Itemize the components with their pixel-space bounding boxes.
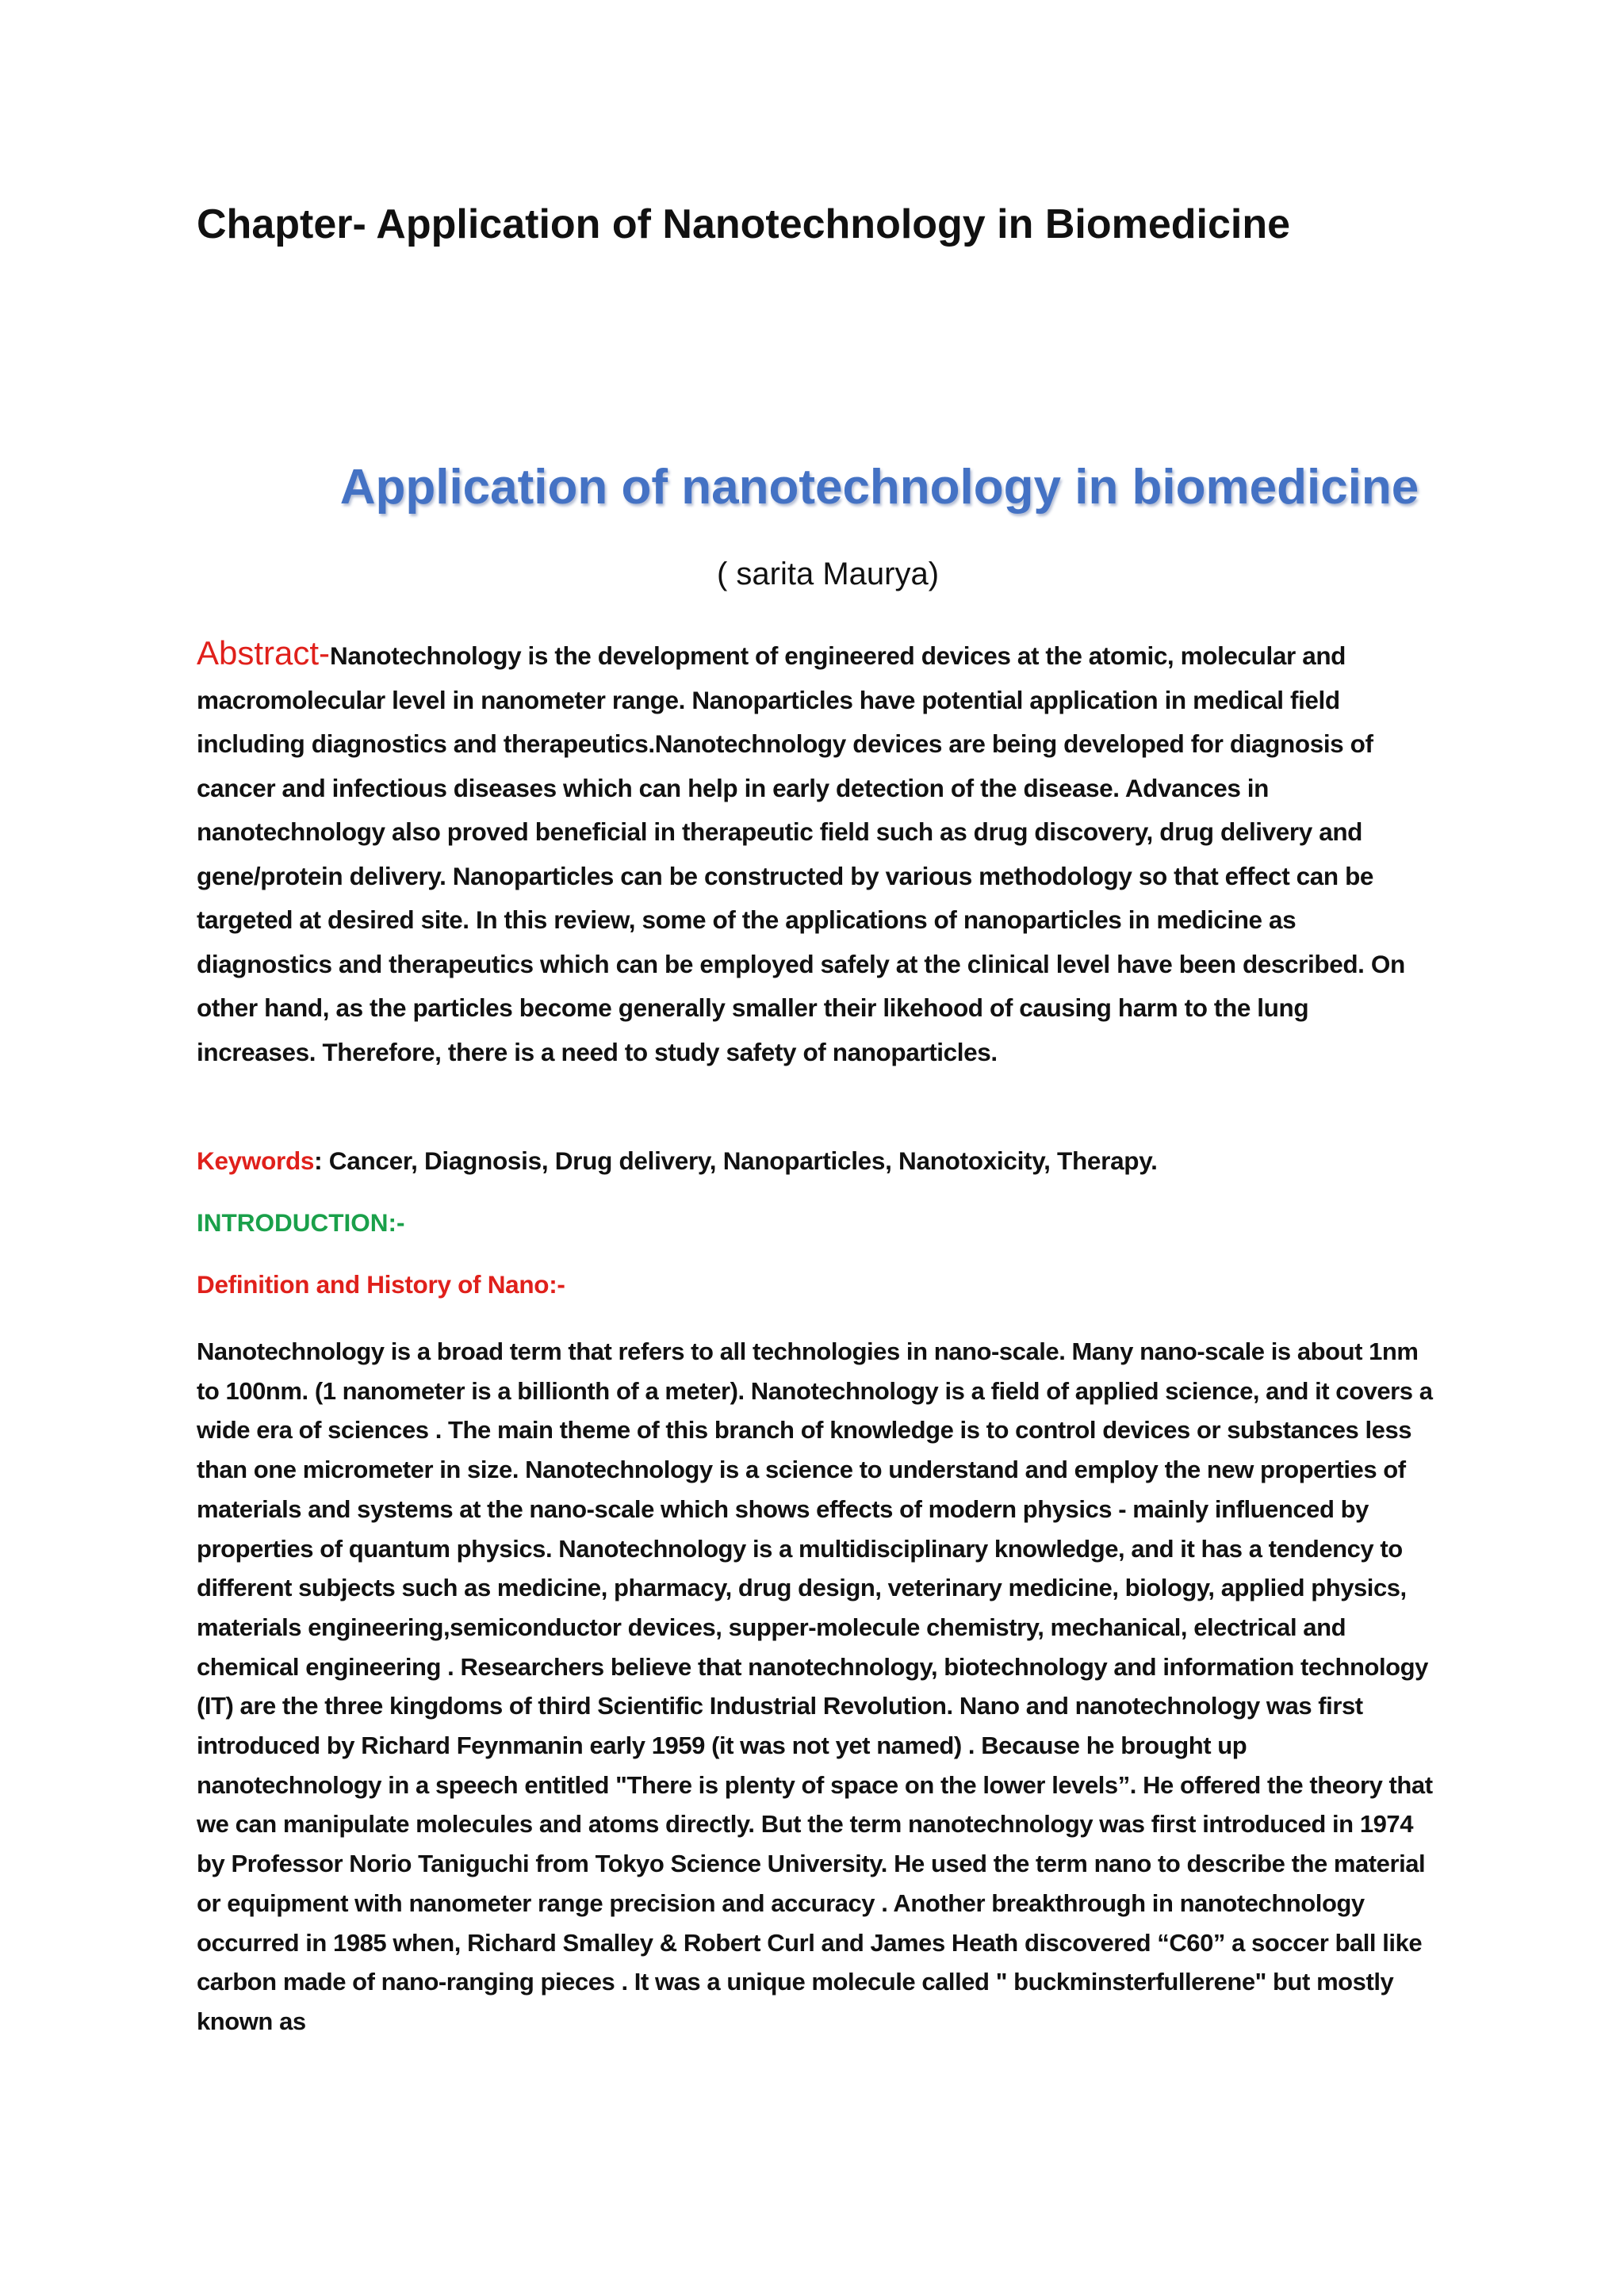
abstract-label: Abstract- — [197, 634, 331, 672]
abstract-paragraph — [197, 631, 1434, 1074]
introduction-heading: INTRODUCTION:- — [197, 1208, 405, 1237]
abstract-text: Nanotechnology is the development of engineered devices at the atomic, molecular and macromolecular level in nanometer range. Nanoparticles have potential application in medical field including diagnostics and therapeutics.Nanotechnology devices are being developed for diagnosis of cancer and infectious diseases which can help in early detection of the disease. Advances in nanotechnology also proved beneficial in therapeutic field such as drug discovery, drug delivery and gene/protein delivery. Nanoparticles can be constructed by various methodology so that effect can be targeted at desired site. In this review, some of the applications of nanoparticles in medicine as diagnostics and therapeutics which can be employed safely at the clinical level have been described. On other hand, as the particles become generally smaller their likehood of causing harm to the lung increases. Therefore, there is a need to study safety of nanoparticles. — [197, 641, 1405, 1066]
chapter-title: Chapter- Application of Nanotechnology in Biomedicine — [197, 201, 1291, 247]
article-title: Application of nanotechnology in biomedicine — [339, 460, 1419, 515]
body-paragraph: Nanotechnology is a broad term that refers to all technologies in nano-scale. Many nano-scale is about 1nm to 100nm. (1 nanometer is a billionth of a meter). Nanotechnology is a field of applied science, and it covers a wide era of sciences . The main theme of this branch of knowledge is to control devices or substances less than one micrometer in size. Nanotechnology is a science to understand and employ the new properties of materials and systems at the nano-scale which shows effects of modern physics - mainly influenced by properties of quantum physics. Nanotechnology is a multidisciplinary knowledge, and it has a tendency to different subjects such as medicine, pharmacy, drug design, veterinary medicine, biology, applied physics, materials engineering,semiconductor devices, supper-molecule chemistry, mechanical, electrical and chemical engineering . Researchers believe that nanotechnology, biotechnology and information technology (IT) are the three kingdoms of third Scientific Industrial Revolution. Nano and nanotechnology was first introduced by Richard Feynmanin early 1959 (it was not yet named) . Because he brought up nanotechnology in a speech entitled "There is plenty of space on the lower levels”. He offered the theory that we can manipulate molecules and atoms directly. But the term nanotechnology was first introduced in 1974 by Professor Norio Taniguchi from Tokyo Science University. He used the term nano to describe the material or equipment with nanometer range precision and accuracy . Another breakthrough in nanotechnology occurred in 1985 when, Richard Smalley & Robert Curl and James Heath discovered “C60” a soccer ball like carbon made of nano-ranging pieces . It was a unique molecule called " buckminsterfullerene" but mostly known as — [197, 1337, 1433, 2035]
keywords-line — [197, 1145, 1434, 1177]
keywords-text: Cancer, Diagnosis, Drug delivery, Nanoparticles, Nanotoxicity, Therapy. — [322, 1146, 1158, 1175]
definition-heading: Definition and History of Nano:- — [197, 1270, 565, 1299]
keywords-separator: : — [314, 1146, 323, 1175]
keywords-label: Keywords — [197, 1146, 315, 1175]
author-name: ( sarita Maurya) — [716, 557, 940, 591]
